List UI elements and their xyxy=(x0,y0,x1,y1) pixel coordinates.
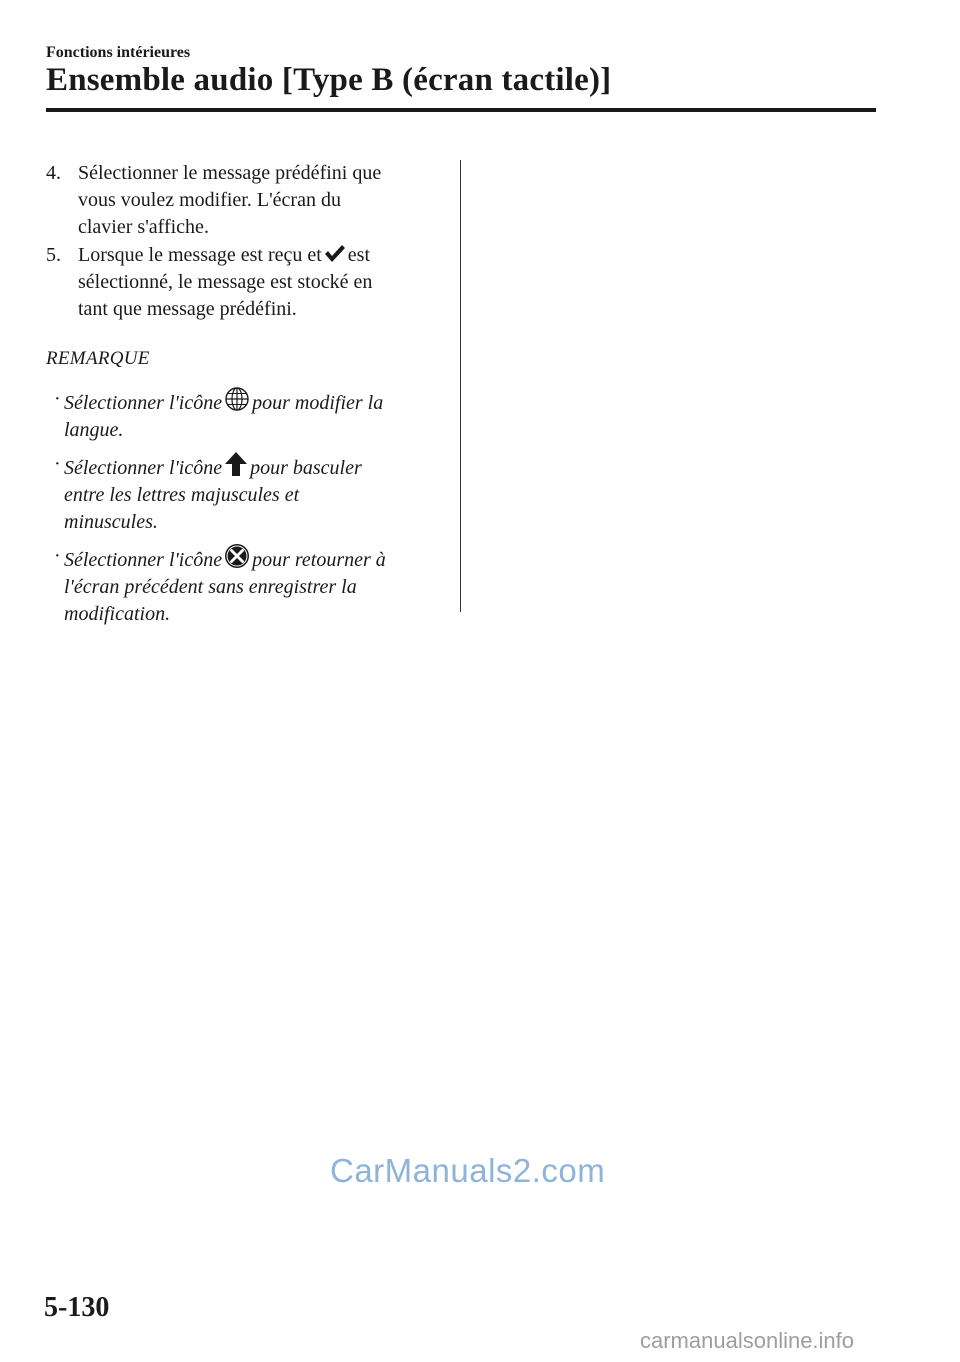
note-text: l'écran précédent sans enregistrer la xyxy=(64,576,357,598)
shift-arrow-icon xyxy=(224,451,248,477)
page-number: 5-130 xyxy=(44,1292,110,1323)
checkmark-icon xyxy=(324,244,346,264)
note-text: pour retourner à xyxy=(252,549,386,571)
footer-url: carmanualsonline.info xyxy=(640,1328,855,1353)
page-title: Ensemble audio [Type B (écran tactile)] xyxy=(46,62,612,98)
note-text: pour basculer xyxy=(250,457,362,479)
bullet: · xyxy=(54,545,61,567)
note-language xyxy=(46,386,441,444)
note-text: Sélectionner l'icône xyxy=(64,549,223,571)
left-column xyxy=(46,160,441,635)
note-text: Sélectionner l'icône xyxy=(64,457,223,479)
watermark: CarManuals2.com xyxy=(330,1152,606,1189)
cancel-x-icon xyxy=(224,543,250,569)
note-shift xyxy=(46,451,441,536)
step-line: clavier s'affiche. xyxy=(78,216,209,238)
note-text: entre les lettres majuscules et xyxy=(64,484,300,506)
note-text: Sélectionner l'icône xyxy=(64,392,223,414)
bullet: · xyxy=(54,453,61,475)
step-text: Lorsque le message est reçu et xyxy=(78,244,322,266)
step-number: 5. xyxy=(46,244,61,266)
globe-icon xyxy=(224,386,250,412)
column-divider xyxy=(460,160,461,612)
note-text: langue. xyxy=(64,419,124,441)
step-text: est xyxy=(347,244,371,266)
remarque-heading: REMARQUE xyxy=(46,348,150,369)
step-line: sélectionné, le message est stocké en xyxy=(78,271,373,293)
step-line: Sélectionner le message prédéfini que xyxy=(78,162,382,184)
title-rule xyxy=(46,108,876,112)
bullet: · xyxy=(54,388,61,410)
step-line: vous voulez modifier. L'écran du xyxy=(78,189,341,211)
note-cancel xyxy=(46,543,441,628)
step-line: tant que message prédéfini. xyxy=(78,298,297,320)
step-number: 4. xyxy=(46,162,61,184)
step-4 xyxy=(46,160,441,241)
note-text: modification. xyxy=(64,603,171,625)
step-line xyxy=(78,242,441,269)
note-text: pour modifier la xyxy=(252,392,384,414)
section-label: Fonctions intérieures xyxy=(46,44,191,61)
step-5 xyxy=(46,242,441,323)
note-text: minuscules. xyxy=(64,511,158,533)
